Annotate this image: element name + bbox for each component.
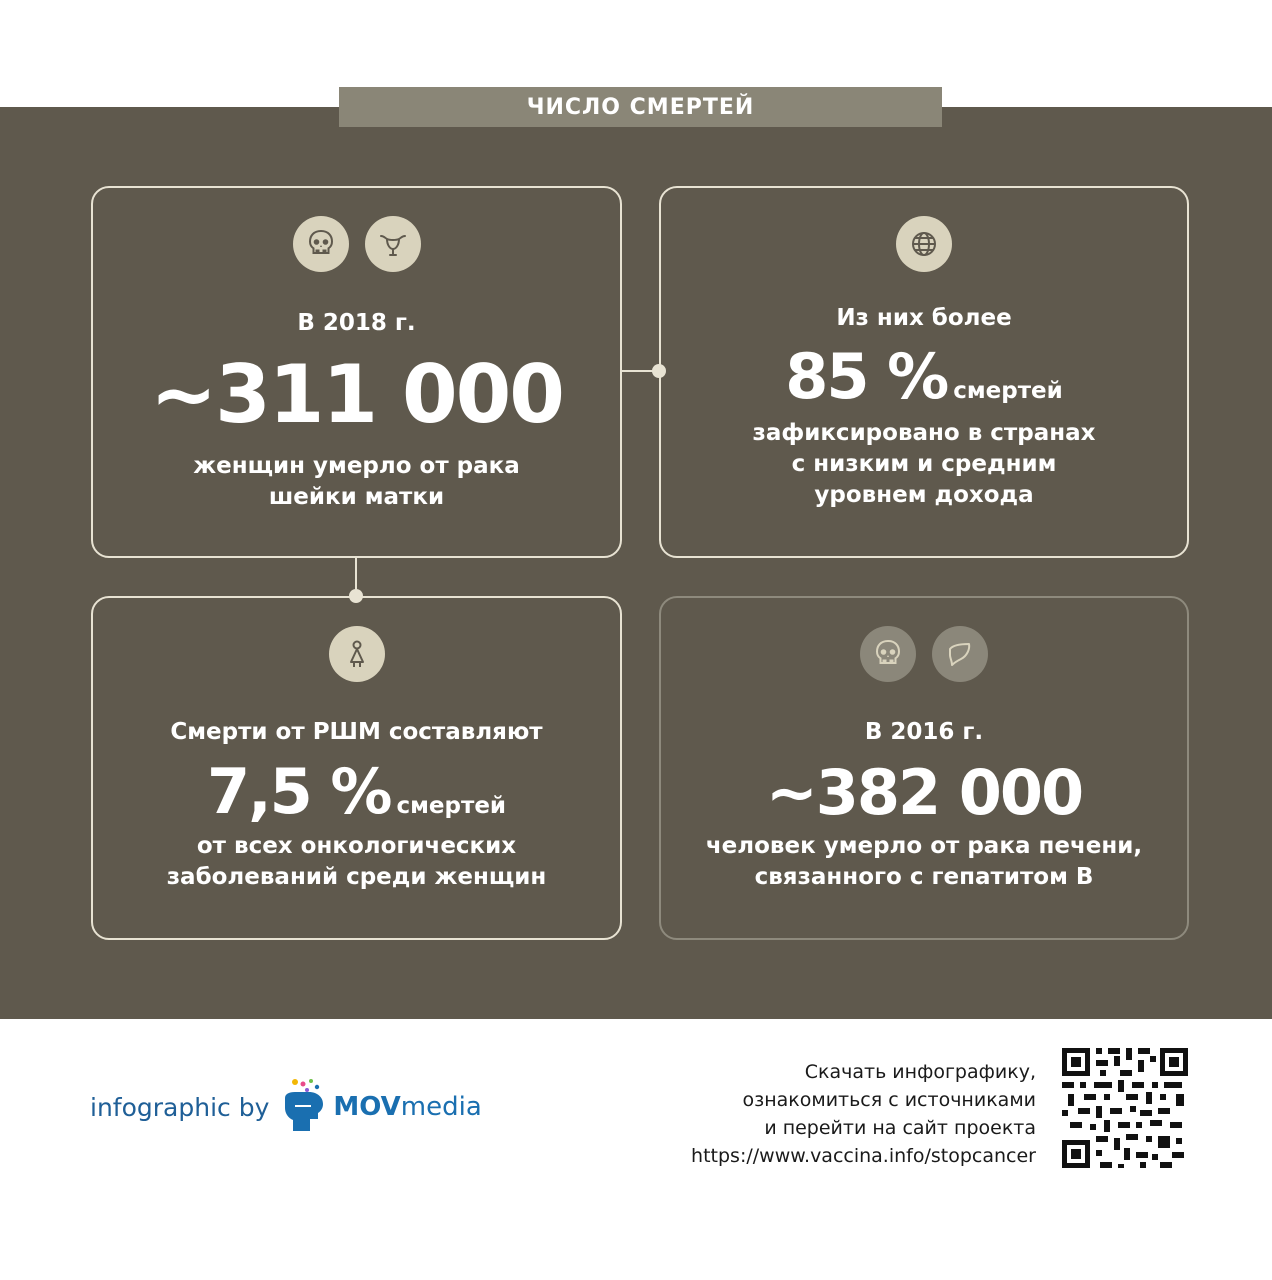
card-icons [93, 216, 620, 272]
download-text-line: ознакомиться с источниками [742, 1089, 1036, 1111]
card-unit: смертей [953, 378, 1063, 404]
uterus-icon [365, 216, 421, 272]
qr-code[interactable] [1060, 1046, 1190, 1170]
footer-brand [90, 1072, 482, 1142]
section-title: ЧИСЛО СМЕРТЕЙ [339, 87, 942, 127]
brand-prefix: infographic by [90, 1092, 270, 1122]
card-desc-line: шейки матки [268, 484, 445, 510]
card-desc-line: уровнем дохода [814, 482, 1034, 508]
card-icons [661, 626, 1187, 682]
card-desc-line: связанного с гепатитом В [754, 864, 1094, 890]
skull-icon [293, 216, 349, 272]
movmedia-logo-icon [281, 1076, 325, 1138]
card-unit: смертей [396, 793, 507, 819]
card-value: 7,5 % [206, 755, 391, 828]
card-value: ~382 000 [765, 756, 1083, 829]
stat-card-liver-2016 [659, 596, 1189, 940]
stat-card-low-income [659, 186, 1189, 558]
card-value: 85 % [785, 340, 948, 413]
download-text-line: Скачать инфографику, [804, 1061, 1036, 1083]
card-desc-line: с низким и средним [791, 451, 1057, 477]
project-url-link[interactable]: https://www.vaccina.info/stopcancer [691, 1145, 1036, 1167]
card-value-row [661, 340, 1187, 428]
card-icons [661, 216, 1187, 272]
stat-card-cervical-2018 [91, 186, 622, 558]
card-desc-line: женщин умерло от рака [193, 453, 520, 479]
card-lead: В 2018 г. [297, 310, 416, 336]
card-desc-line: человек умерло от рака печени, [705, 833, 1143, 859]
card-value-row [93, 755, 620, 843]
card-desc-line: заболеваний среди женщин [166, 864, 547, 890]
stat-card-rshm-share [91, 596, 622, 940]
card-icons [93, 626, 620, 682]
card-lead: В 2016 г. [864, 719, 984, 745]
skull-icon [860, 626, 916, 682]
brand-name-bold: MOV [333, 1092, 401, 1122]
card-value: ~311 000 [150, 348, 563, 441]
liver-icon [932, 626, 988, 682]
globe-icon [896, 216, 952, 272]
download-info [691, 1058, 1036, 1170]
card-lead: Смерти от РШМ составляют [170, 719, 543, 745]
card-lead: Из них более [836, 305, 1012, 331]
woman-icon [329, 626, 385, 682]
card-desc-line: от всех онкологических [196, 833, 517, 859]
card-desc-line: зафиксировано в странах [752, 420, 1096, 446]
download-text-line: и перейти на сайт проекта [764, 1117, 1036, 1139]
brand-name-light: media [400, 1092, 482, 1122]
